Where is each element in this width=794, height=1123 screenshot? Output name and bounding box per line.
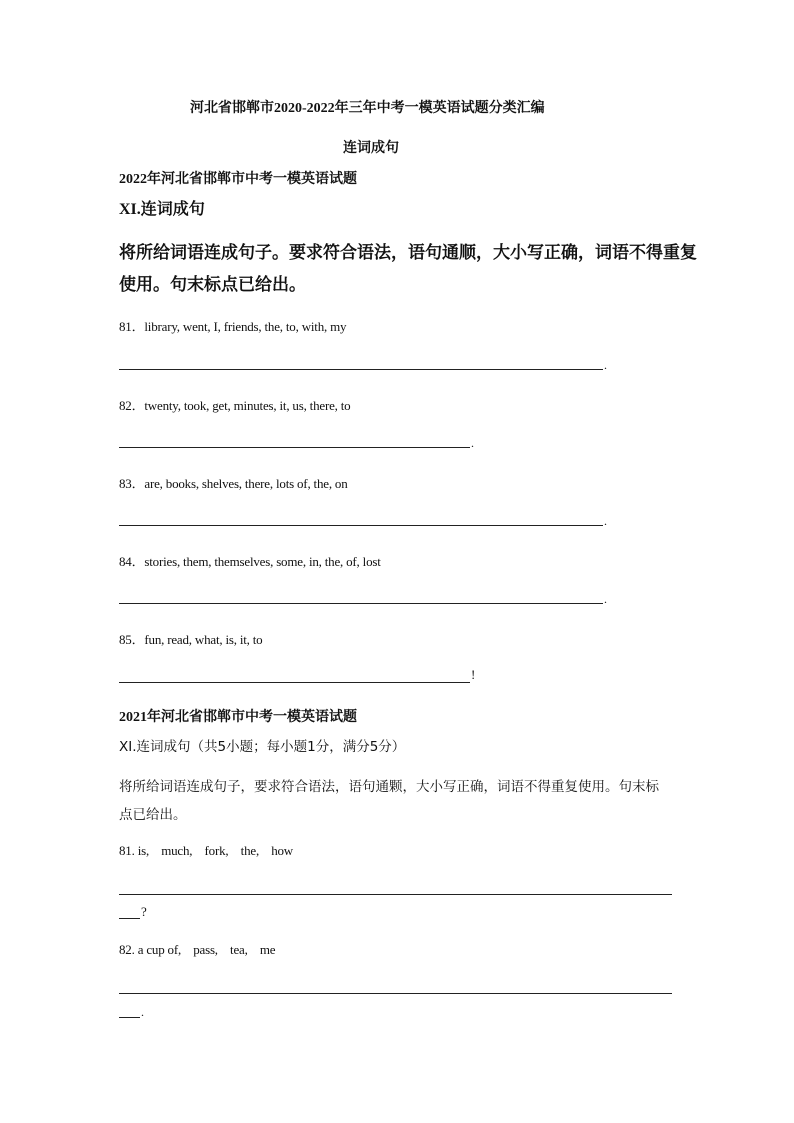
answer-line-84-2022[interactable] xyxy=(119,603,603,604)
section-2021-heading: 2021年河北省邯郸市中考一模英语试题 xyxy=(119,710,357,725)
section-2022-part: XI.连词成句 xyxy=(119,201,205,218)
section-2021-part: XI.连词成句（共5小题；每小题1分，满分5分） xyxy=(119,739,406,755)
answer-line-82-2021-main[interactable] xyxy=(119,993,672,994)
document-title: 河北省邯郸市2020-2022年三年中考一模英语试题分类汇编 xyxy=(190,101,545,116)
end-punct-83-2022: . xyxy=(604,514,607,528)
question-81-2021: 81. is, much, fork, the, how xyxy=(119,843,293,858)
question-82-2021: 82. a cup of, pass, tea, me xyxy=(119,942,276,957)
question-82-2022: 82．twenty, took, get, minutes, it, us, there, to xyxy=(119,398,351,413)
question-81-2022: 81．library, went, I, friends, the, to, with, my xyxy=(119,319,347,334)
end-punct-85-2022: ! xyxy=(471,667,476,682)
end-punct-84-2022: . xyxy=(604,592,607,606)
question-83-2022: 83．are, books, shelves, there, lots of, the, on xyxy=(119,476,348,491)
end-punct-82-2022: . xyxy=(471,436,474,450)
question-85-2022: 85．fun, read, what, is, it, to xyxy=(119,632,263,647)
end-punct-81-2022: . xyxy=(604,358,607,372)
section-2022-instruction-line1: 将所给词语连成句子。要求符合语法，语句通顺，大小写正确，词语不得重复 xyxy=(119,243,697,262)
question-84-2022: 84．stories, them, themselves, some, in, the, of, lost xyxy=(119,554,381,569)
section-2022-instruction-line2: 使用。句末标点已给出。 xyxy=(119,275,306,294)
answer-line-81-2021-main[interactable] xyxy=(119,894,672,895)
answer-line-81-2021-tail[interactable] xyxy=(119,918,140,919)
section-2021-instruction-line1: 将所给词语连成句子，要求符合语法，语句通颗，大小写正确，词语不得重复使用。句末标 xyxy=(119,779,659,795)
answer-line-85-2022[interactable] xyxy=(119,682,470,683)
answer-line-81-2022[interactable] xyxy=(119,369,603,370)
section-2021-instruction-line2: 点已给出。 xyxy=(119,807,187,823)
answer-line-82-2021-tail[interactable] xyxy=(119,1017,140,1018)
section-2022-heading: 2022年河北省邯郸市中考一模英语试题 xyxy=(119,172,357,187)
answer-line-82-2022[interactable] xyxy=(119,447,470,448)
end-punct-81-2021: ? xyxy=(141,904,147,919)
answer-line-83-2022[interactable] xyxy=(119,525,603,526)
document-subtitle: 连词成句 xyxy=(343,141,399,156)
end-punct-82-2021: . xyxy=(141,1005,144,1019)
